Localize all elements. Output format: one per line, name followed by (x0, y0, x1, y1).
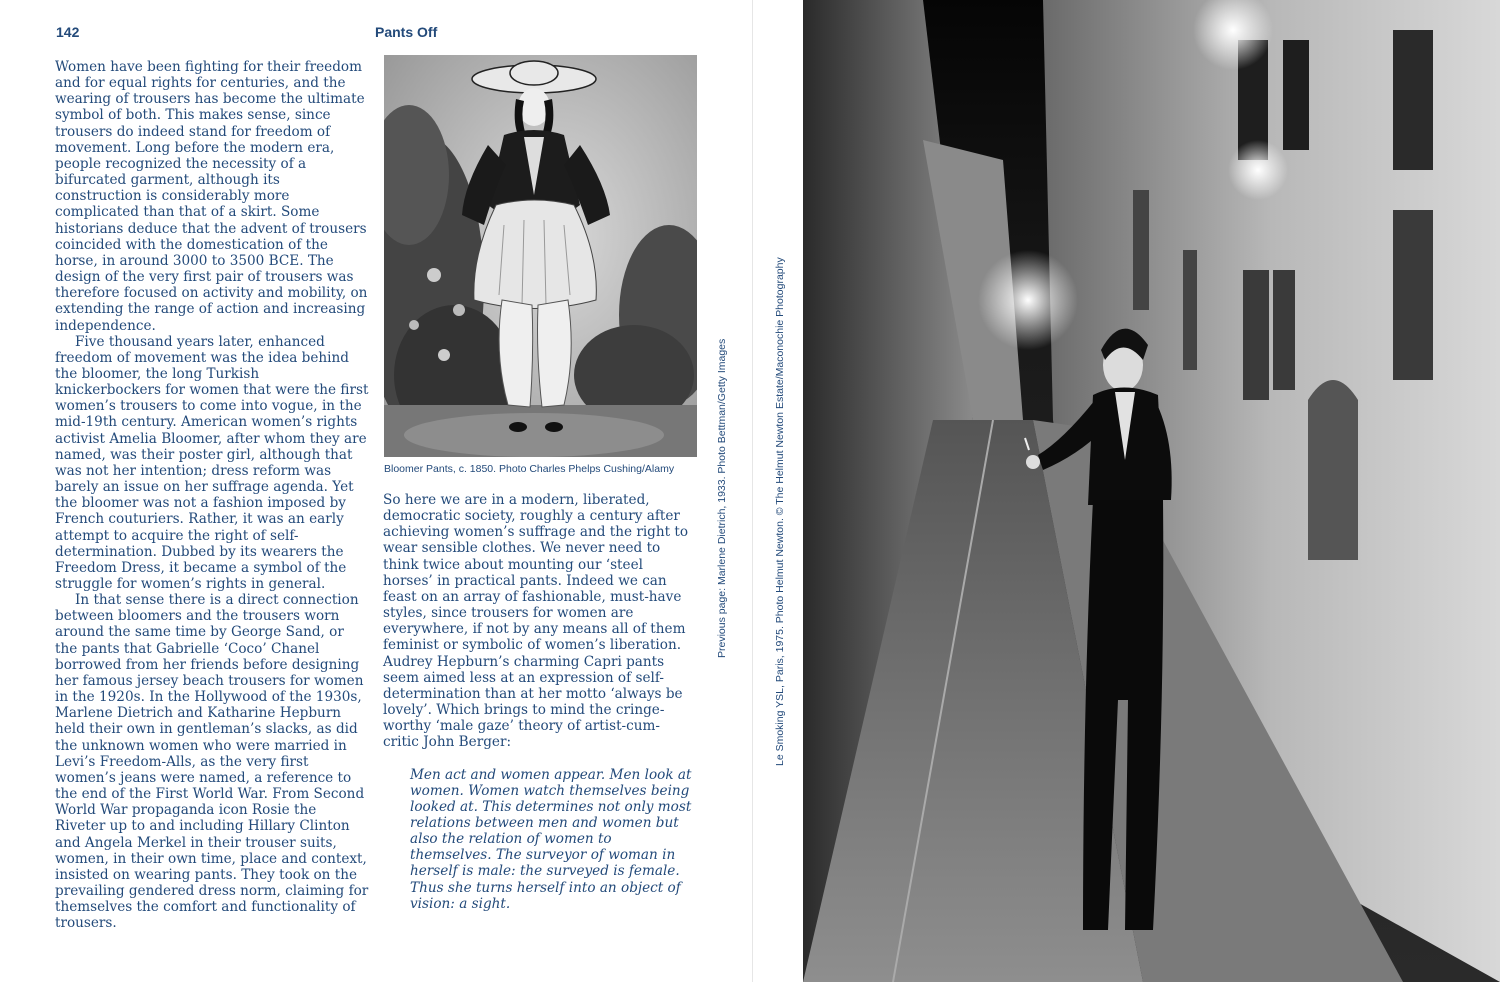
paragraph-3: In that sense there is a direct connection between bloomers and the trousers worn around the same time by George Sand, or the pants that Gabrielle ‘Coco’ Chanel borrowed from her friends before designing her famous jersey beach trousers for women in the 1920s. In the Hollywood of the 1930s, Marlene Dietrich and Katharine Hepburn held their own in gentleman’s slacks, as did the unknown women who were married in Levi’s Freedom-Alls, as the very first women’s jeans were named, a reference to the end of the First World War. From Second World War propaganda icon Rosie the Riveter up to and including Hillary Clinton and Angela Merkel in their trouser suits, women, in their own time, place and context, insisted on wearing pants. They took on the prevailing gendered dress norm, claiming for themselves the comfort and functionality of trousers. (55, 592, 369, 932)
previous-page-credit: Previous page: Marlene Dietrich, 1933. Photo Bettman/Getty Images (716, 338, 728, 658)
bloomer-pants-illustration (384, 55, 697, 457)
page-gutter (752, 0, 753, 982)
paragraph-4: So here we are in a modern, liberated, democratic society, roughly a century after achieving women’s suffrage and the right to wear sensible clothes. We never need to think twice about mounting our ‘steel horses’ in practical pants. Indeed we can feast on an array of fashionable, must-have styles, since trousers for women are everywhere, if not by any means all of them feminist or symbolic of women’s liberation. Audrey Hepburn’s charming Capri pants seem aimed less at an expression of self-determination than at her motto ‘always be lovely’. Which brings to mind the cringe-worthy ‘male gaze’ theory of artist-cum-critic John Berger: (383, 492, 689, 751)
text-column-1 (55, 59, 369, 931)
photo-credit: Le Smoking YSL, Paris, 1975. Photo Helmut Newton. © The Helmut Newton Estate/Maconochie Photography (774, 257, 786, 766)
paragraph-2: Five thousand years later, enhanced freedom of movement was the idea behind the bloomer, the long Turkish knickerbockers for women that were the first women’s trousers to come into vogue, in the mid-19th century. American women’s rights activist Amelia Bloomer, after whom they are named, was their poster girl, although that was not her intention; dress reform was barely an issue on her suffrage agenda. Yet the bloomer was not a fashion imposed by French couturiers. Rather, it was an early attempt to acquire the right of self-determination. Dubbed by its wearers the Freedom Dress, it became a symbol of the struggle for women’s rights in general. (55, 333, 369, 592)
text-column-2 (383, 492, 693, 912)
paragraph-1: Women have been fighting for their freedom and for equal rights for centuries, and the wearing of trousers has become the ultimate symbol of both. This makes sense, since trousers do indeed stand for freedom of movement. Long before the modern era, people recognized the necessity of a bifurcated garment, although its construction is considerably more complicated than that of a skirt. Some historians deduce that the advent of trousers coincided with the domestication of the horse, in around 3000 to 3500 BCE. The design of the very first pair of trousers was therefore focused on activity and mobility, on extending the range of action and increasing independence. (55, 59, 368, 334)
street-photograph (803, 0, 1500, 982)
running-title: Pants Off (375, 24, 438, 40)
block-quote: Men act and women appear. Men look at women. Women watch themselves being looked at. This determines not only most relations between men and women but also the relation of women to themselves. The surveyor of woman in herself is male: the surveyed is female. Thus she turns herself into an object of vision: a sight. (410, 766, 692, 912)
page-number: 142 (56, 24, 80, 40)
figure-caption: Bloomer Pants, c. 1850. Photo Charles Phelps Cushing/Alamy (384, 463, 675, 475)
